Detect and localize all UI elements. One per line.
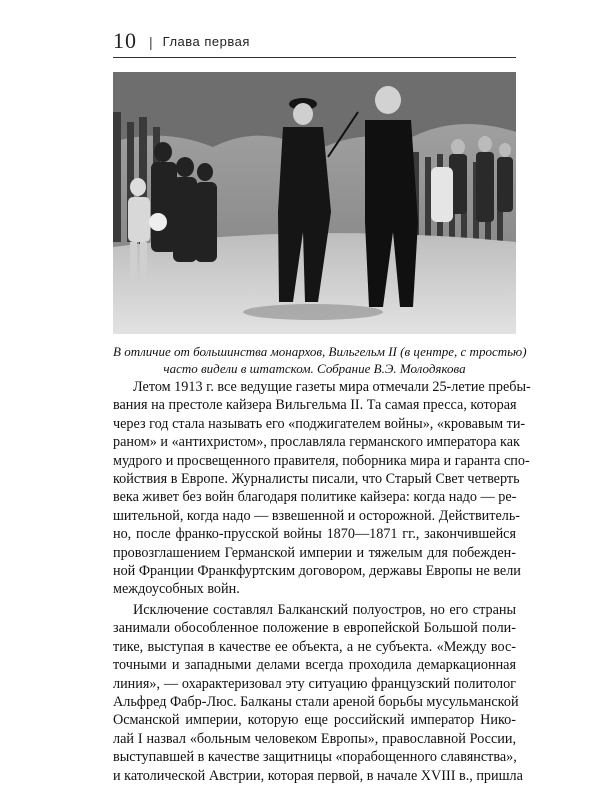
header-rule: [113, 57, 516, 58]
running-header: [113, 26, 513, 52]
text-line: Османской империи, которую еще российский император Нико-: [113, 712, 516, 729]
caption-line: В отличие от большинства монархов, Вильгельм II (в центре, с тростью): [113, 344, 527, 359]
text-line: койствия в Европе. Журналисты писали, что Старый Свет четверть: [113, 471, 520, 488]
text-line: но, после франко-прусской войны 1870—1871 гг., закончившейся: [113, 526, 516, 543]
text-line: через год стала называть его «поджигателем войны», «кровавым ти-: [113, 415, 526, 432]
text-line: лай I назвал «больным человеком Европы», православной России,: [113, 730, 516, 747]
text-line: мудрого и просвещенного правителя, поборника мира и гаранта спо-: [113, 452, 530, 469]
text-line: Альфред Фабр-Люс. Балканы стали ареной борьбы мусульманской: [113, 693, 519, 710]
historical-photograph: [113, 72, 516, 334]
text-line: точными и западными делами всегда проходила демаркационная: [113, 657, 516, 674]
text-line: века живет без войн благодаря политике кайзера: когда надо — ре-: [113, 489, 517, 506]
photo-illustration: [113, 72, 516, 334]
header-separator: |: [149, 34, 153, 50]
text-line: ной Франции Франкфуртским договором, державы Европы не вели: [113, 563, 521, 580]
paragraph-1: [113, 378, 531, 599]
page-number: 10: [113, 28, 137, 53]
paragraph-2: [113, 601, 523, 785]
text-line: Летом 1913 г. все ведущие газеты мира отмечали 25-летие пребы-: [133, 379, 531, 395]
text-line: занимали обособленное положение в европейской Большой поли-: [113, 620, 516, 637]
text-line: шительной, когда надо — взвешенной и осторожной. Действитель-: [113, 507, 521, 524]
text-line: тике, выступая в качестве ее объекта, а не субъекта. «Между вос-: [113, 638, 516, 655]
caption-line: часто видели в штатском. Собрание В.Э. Молодякова: [163, 361, 466, 376]
body-text: [113, 378, 531, 787]
text-line: междоусобных войн.: [113, 581, 240, 598]
photo-caption: [113, 343, 527, 377]
chapter-title: Глава первая: [162, 34, 250, 49]
text-line: раном» и «антихристом», прославляла германского императора как: [113, 434, 520, 451]
text-line: и католической Австрии, которая первой, в начале XVIII в., пришла: [113, 767, 523, 784]
text-line: провозглашением Германской империи и тяжелым для побежден-: [113, 544, 516, 561]
text-line: линия», — охарактеризовал эту ситуацию французский политолог: [113, 675, 516, 692]
text-line: Исключение составлял Балканский полуостров, но его страны: [133, 601, 516, 618]
text-line: вания на престоле кайзера Вильгельма II. Та самая пресса, которая: [113, 397, 517, 414]
text-line: выступавшей в качестве защитницы «порабощенного славянства»,: [113, 749, 517, 766]
